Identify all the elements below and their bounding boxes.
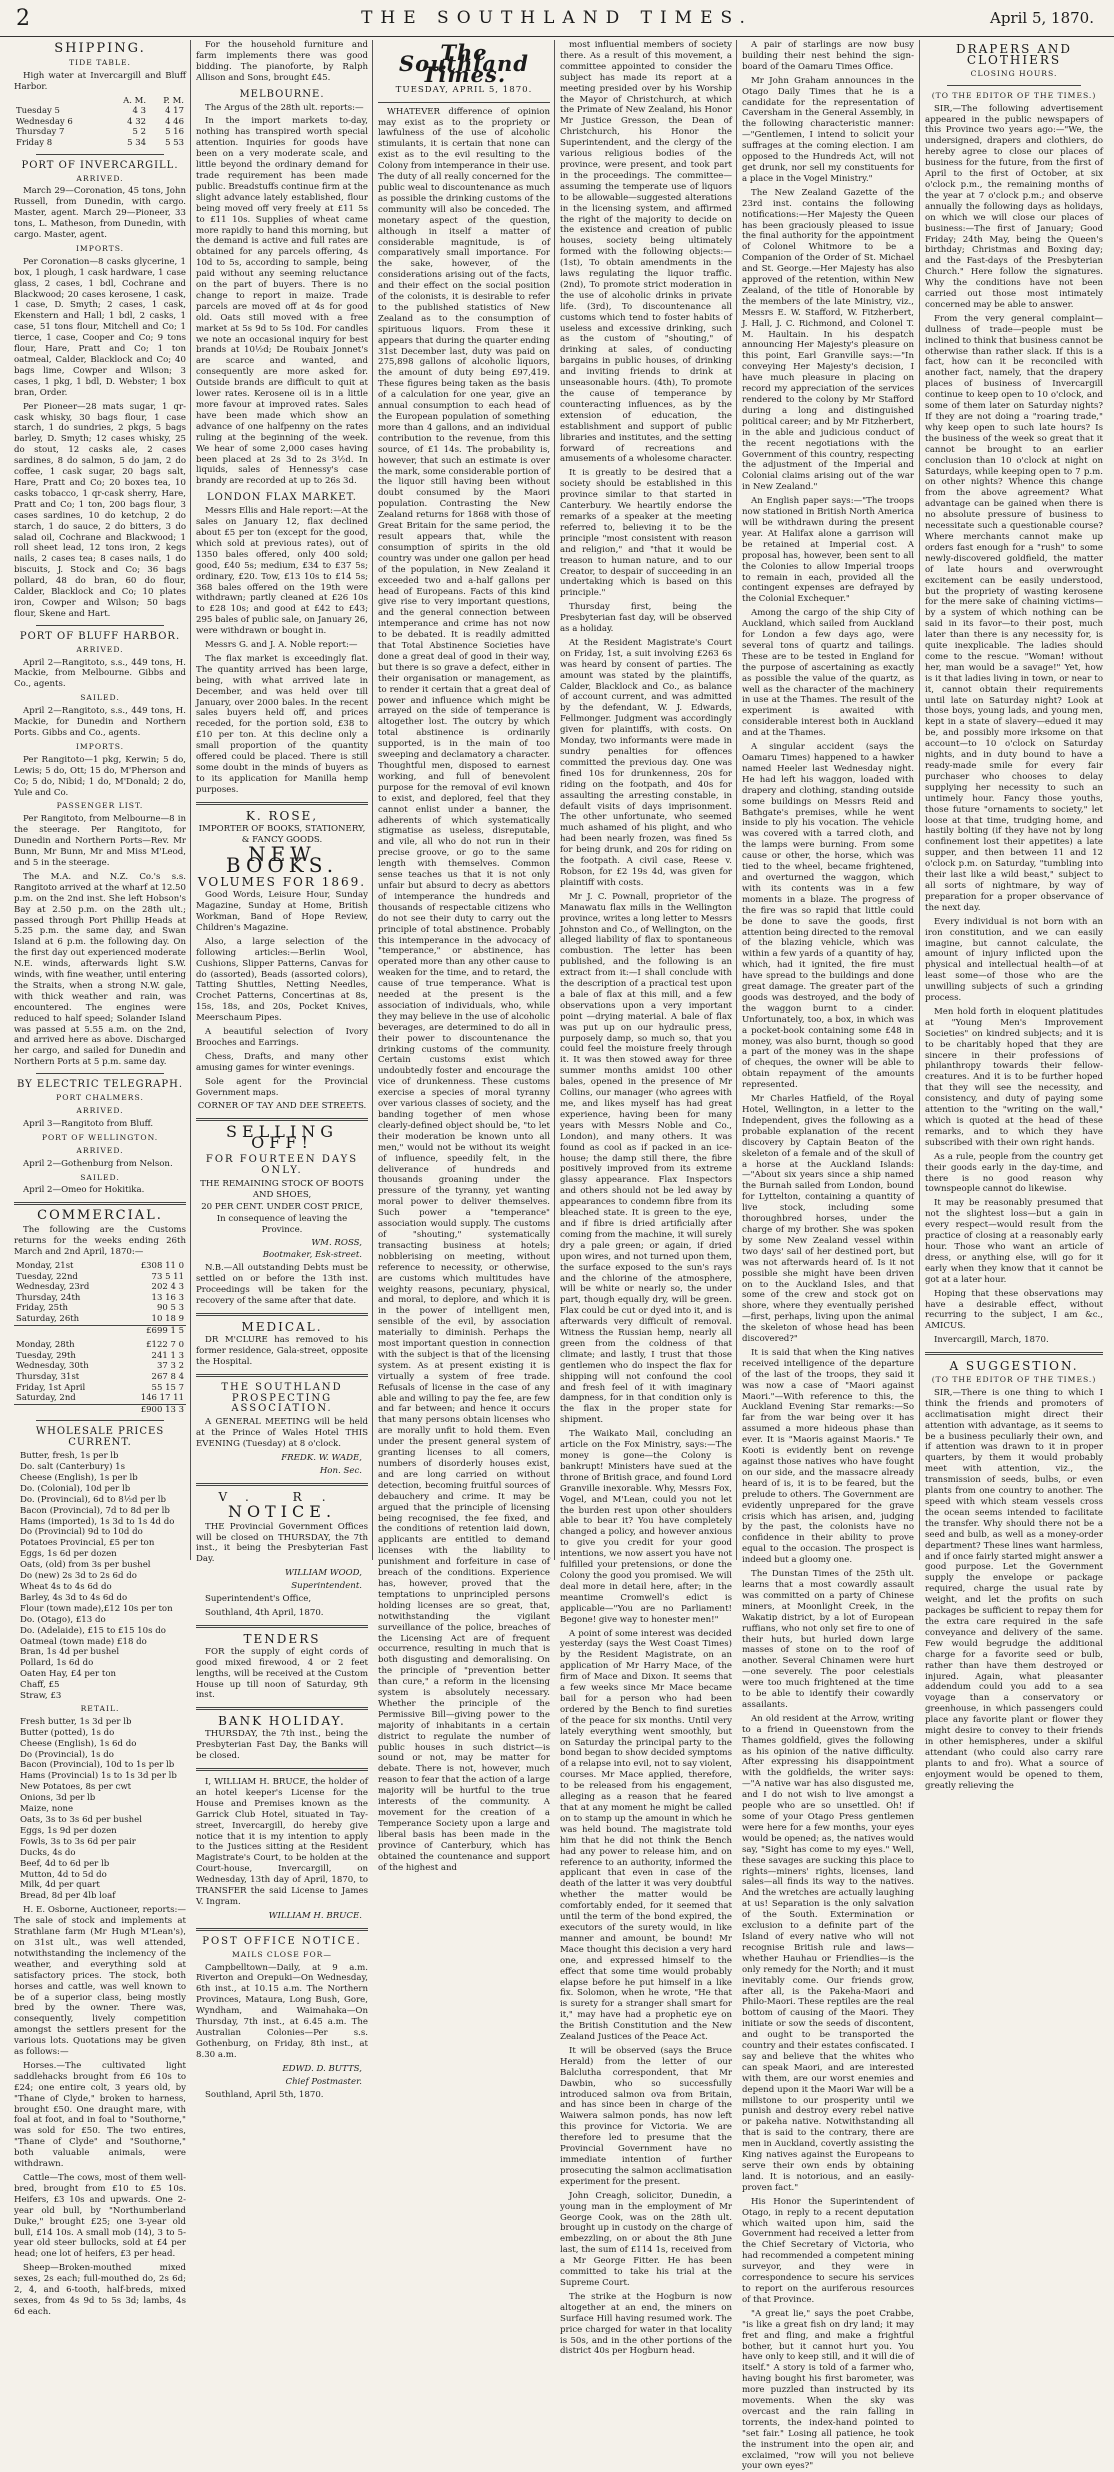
- paragraph: Mr J. C. Pownall, proprietor of the Manawatu flax mills in the Wellington province, writes a long letter to Messrs Johnston and Co., of Wellington, on the alleged liability of flax to spontaneous combustion. The letter has been published, and the following is an extract from it:—I shall conclude with the description of a practical test upon a bale of flax at this mill, and a few observations upon a very important point —drying material. A bale of flax was put up on our hydraulic press, purposely damp, so much so, that you could feel the moisture freely through it. It was then stowed away for three summer months amidst 100 other bales, opened in the presence of Mr Collins, our manager (who agrees with me, and likes myself has had great experience, having been for many years with Messrs Noble and Co., London), and many others. It was found as cool as if packed in an ice-house; the damp still there, the fibre positively improved from its extreme glassy appearance. Flax Inspectors and others should not be led away by appearances to condemn fibre from its bleached state. It is green to the eye, and if fibre is dried artificially after coming from the machine, it will surely dry a pale green; or again, if dried upon wires, and not turned upon them, the surface exposed to the sun's rays and the chlorine of the atmosphere, will be white or nearly so, the under part, though equally dry, will be green. Flax could be cut or dyed into it, and is afterwards very difficult of removal. Witness the Russian hemp, nearly all green from the coldness of that climate; and lastly, I trust that those gentlemen who do inspect the flax for shipping will not confound the cool and fresh feel of it with imaginary dampness, for in that condition only is the flax in the proper state for shipment.: [560, 891, 732, 1426]
- table-cell: Monday, 21st: [16, 1260, 74, 1271]
- signature-title: Bootmaker, Esk-street.: [262, 1250, 362, 1261]
- price-list-item: Do. (Adelaide), £15 to £15 10s do: [20, 1625, 166, 1636]
- price-list-item: Bread, 8d per 4lb loaf: [20, 1891, 116, 1902]
- column-2: [196, 40, 368, 2100]
- table-row: [14, 1372, 186, 1383]
- subsection-title: LONDON FLAX MARKET.: [207, 492, 357, 504]
- paragraph: Thursday first, being the Presbyterian fast day, will be observed as a holiday.: [560, 602, 732, 635]
- wholesale-price-list: [14, 1451, 186, 1702]
- label: PASSENGER LIST.: [56, 801, 144, 811]
- divider: [378, 102, 550, 103]
- table-cell: £900 13 3: [120, 1404, 186, 1415]
- paragraph: April 2—Rangitoto, s.s., 449 tons, H. Mackie, from Melbourne. Gibbs and Co., agents.: [14, 657, 186, 690]
- signature-title: Chief Postmaster.: [285, 2076, 362, 2087]
- paragraph: Men hold forth in eloquent platitudes at "Young Men's Improvement Societies" on kindred subjects; and it is to be charitably hoped that they are sincere in their professions of philanthropy towards their fellow-creatures. And it is to be further hoped that they will see the necessity, and consistency, and duty of paying some attention to the "writing on the wall," which is quoted at the head of these remarks, and to which they have subscribed with their own right hands.: [925, 1006, 1103, 1148]
- price-list-item: Ducks, 4s do: [20, 1847, 76, 1858]
- price-list-item: Maize, none: [20, 1804, 74, 1815]
- table-row: [14, 106, 186, 117]
- paragraph: For the household furniture and farm implements there was good bidding. The pianoforte, by Ralph Allison and Sons, brought £45.: [196, 40, 368, 83]
- price-list-item: Bacon (Provincial), 7d to 8d per lb: [20, 1505, 170, 1516]
- table-cell: 241 1 3: [151, 1350, 184, 1361]
- label: ARRIVED.: [76, 1106, 124, 1115]
- label: IMPORTS.: [75, 741, 125, 751]
- subsection-title: PORT OF INVERCARGILL.: [21, 159, 179, 171]
- advert-line: THE REMAINING STOCK OF BOOTS AND SHOES,: [200, 1179, 364, 1200]
- table-row: [14, 138, 186, 149]
- divider: [196, 1374, 368, 1377]
- price-list-item: Oats, 3s to 3s 6d per bushel: [20, 1815, 143, 1825]
- divider: [196, 1118, 368, 1121]
- label: ARRIVED.: [76, 644, 124, 654]
- section-title-shipping: SHIPPING.: [54, 41, 146, 56]
- price-list-item: Do. salt (Canterbury) 1s: [20, 1462, 126, 1472]
- column-5: [742, 40, 914, 2472]
- table-row: [14, 1272, 186, 1283]
- table-cell: 4 32: [127, 116, 147, 127]
- price-list-item: Pollard, 1s 6d do: [20, 1658, 94, 1669]
- paragraph: It will be observed (says the Bruce Herald) from the letter of our Balclutha correspondent, that Mr Dawbin, who so successfully introduced salmon ova from Britain, and has since been in charge of the Waiwera salmon ponds, has now left this province for Victoria. We are therefore led to presume that the Provincial Government have no immediate intention of further prosecuting the salmon acclimatisation experiment for the present.: [560, 2045, 732, 2187]
- divider: [36, 1073, 164, 1074]
- paragraph: His Honor the Superintendent of Otago, in reply to a recent deputation which waited upon him, said the Government had received a letter from the Chief Secretary of Victoria, who had recommended a competent mining surveyor, and they were in correspondence to secure his services to report on the auriferous resources of that Province.: [742, 2196, 914, 2305]
- paragraph: "A great lie," says the poet Crabbe, "is like a great fish on dry land; it may fret and fling, and make a frightful bother, but it cannot hurt you. You have only to keep still, and it will die of itself." A story is told of a farmer who, having bought his first barometer, was more puzzled than instructed by its movements. When the sky was overcast and the rain falling in torrents, the index-hand pointed to "set fair." Losing all patience, he took the instrument into the open air, and exclaimed, "row will you not believe your own eyes?": [742, 2308, 914, 2472]
- subsection-title: PORT OF BLUFF HARBOR.: [19, 630, 181, 642]
- paragraph: I, WILLIAM H. BRUCE, the holder of an hotel keeper's License for the House and Premises known as the Garrick Club Hotel, situated in Tay-street, Invercargill, do hereby give notice that it is my intention to apply to the Justices sitting at the Resident Magistrate's Court, to be holden at the Court-house, Invercargill, on Wednesday, 13th day of April, 1870, to TRANSFER the said License to James V. Ingram.: [196, 1776, 368, 1907]
- paragraph: FOR the supply of eight cords of good mixed firewood, 4 or 2 feet lengths, will be received at the Custom House up till noon of Saturday, 9th inst.: [196, 1646, 368, 1701]
- table-cell: Wednesday, 23rd: [16, 1282, 90, 1293]
- table-cell: Thursday 7: [16, 127, 65, 138]
- advert-headline: NOTICE.: [227, 1501, 337, 1521]
- price-list-item: Do (Provincial), 1s do: [20, 1749, 114, 1760]
- subsection-title: BY ELECTRIC TELEGRAPH.: [16, 1079, 184, 1091]
- letter-address: (TO THE EDITOR OF THE TIMES.): [931, 1375, 1097, 1385]
- price-list-item: Straw, £3: [20, 1691, 62, 1702]
- paragraph: A beautiful selection of Ivory Brooches and Earrings.: [196, 1027, 368, 1048]
- table-header-cell: A. M.: [123, 95, 147, 106]
- paragraph: Hoping that these observations may have a desirable effect, without recurring to the subject, I am &c., AMICUS.: [925, 1288, 1103, 1332]
- table-cell: Saturday, 2nd: [16, 1393, 76, 1404]
- paragraph: DR M'CLURE has removed to his former residence, Gala-street, opposite the Hospital.: [196, 1334, 368, 1367]
- price-list-item: Potatoes Provincial, £5 per ton: [20, 1538, 155, 1549]
- newspaper-title: THE SOUTHLAND TIMES.: [361, 8, 753, 28]
- price-list-item: Do. (Colonial), 10d per lb: [20, 1483, 131, 1494]
- royal-cipher: V. R.: [218, 1489, 346, 1504]
- paragraph: THE Provincial Government Offices will be closed on THURSDAY, the 7th inst., it being the Presbyterian Fast Day.: [196, 1521, 368, 1565]
- table-row: [14, 117, 186, 128]
- table-cell: Tuesday, 22nd: [16, 1271, 78, 1282]
- price-list-item: Oaten Hay, £4 per ton: [20, 1669, 117, 1680]
- divider: [36, 154, 164, 155]
- advert-headline: SELLING OFF!: [226, 1122, 338, 1153]
- table-total-row: [14, 1404, 186, 1415]
- paragraph: The New Zealand Gazette of the 23rd inst. contains the following notifications:—Her Majesty the Queen has been graciously pleased to issue the final authority for the appointment of Colonel Whitmore to be a Companion of the Order of St. Michael and St. George.—Her Majesty has also approved of the retention, within New Zealand, of the title of Honorable by the members of the late Ministry, viz., Messrs E. W. Stafford, W. Fitzherbert, J. Hall, J. C. Richmond, and Colonel T. M. Haultain. In his despatch announcing Her Majesty's pleasure on this point, Earl Granville says:—"In conveying Her Majesty's decision, I have much pleasure in placing on record my appreciation of the services rendered to the colony by Mr Stafford during a long and distinguished political career; and by Mr Fitzherbert, in the able and judicious conduct of the recent negotiations with the Government of this country, respecting the adjustment of the Imperial and Colonial claims arising out of the war in New Zealand.": [742, 187, 914, 493]
- paragraph: Horses.—The cultivated light saddlehacks brought from £6 10s to £24; one entire colt, 3 years old, by "Thane of Clyde," broken to harness, brought £50. One draught mare, with foal at foot, and in foal to "Southorne," was sold for £50. The two entires, "Thane of Clyde" and "Southorne," both valuable animals, were withdrawn.: [14, 2060, 186, 2170]
- table-cell: £308 11 0: [140, 1260, 184, 1271]
- paragraph: The M.A. and N.Z. Co.'s s.s. Rangitoto arrived at the wharf at 12.50 p.m. on the 2nd inst. She left Hobson's Bay at 2.50 p.m. on the 28th ult.; passed through Port Phillip Heads at 5.25 p.m. the same day, and Swan Island at 6 p.m. the following day. On the first day out experienced moderate N.E. winds, afterwards light S.W. winds, with fine weather, until entering the Straits, when a strong N.W. gale, with thick weather and rain, was encountered. The engines were reduced to half speed; Solander Island was passed at 5.55 a.m. on the 2nd, and arrived here as above. Discharged her cargo, and sailed for Dunedin and Northern Ports at 5 p.m. same day.: [14, 871, 186, 1068]
- issue-date: April 5, 1870.: [990, 9, 1094, 27]
- table-row: [14, 1282, 186, 1293]
- table-cell: Friday, 25th: [16, 1303, 68, 1314]
- paragraph: Cattle—The cows, most of them well-bred, brought from £10 to £5 10s. Heifers, £3 10s and upwards. One 2-year old bull, by "Northumberland Duke," brought £25; one 3-year old bull, £14 10s. A small mob (14), 3 to 5-year old steer bullocks, sold at £4 per head; one lot of heifers, £3 per head.: [14, 2173, 186, 2260]
- table-cell: Wednesday 6: [16, 116, 73, 127]
- paragraph: An English paper says:—"The troops now stationed in British North America will be withdrawn during the present year. At Halifax alone a garrison will be retained at Imperial cost. A proposal has, however, been sent to all the Colonies to allow Imperial troops to remain in each, provided all the contingent expenses are defrayed by the Colonial Exchequer.": [742, 496, 914, 605]
- price-list-item: Cheese (English), 1s 6d do: [20, 1738, 137, 1749]
- paragraph: The Argus of the 28th ult. reports:—: [205, 102, 364, 113]
- signature: WILLIAM H. BRUCE.: [268, 1910, 362, 1921]
- label: ARRIVED.: [76, 1145, 124, 1155]
- paragraph: April 2—Rangitoto, s.s., 449 tons, H. Mackie, for Dunedin and Northern Ports. Gibbs and Co., agents.: [14, 706, 186, 738]
- divider: [947, 85, 1081, 86]
- column-4: [560, 40, 733, 2357]
- column-rule: [736, 40, 737, 1560]
- divider: [36, 1420, 164, 1421]
- price-list-item: Fowls, 3s to 3s 6d per pair: [20, 1836, 136, 1847]
- paragraph: Sole agent for the Provincial Government maps.: [196, 1076, 368, 1098]
- editorial-date: TUESDAY, APRIL 5, 1870.: [395, 84, 533, 95]
- section-title-commercial: COMMERCIAL.: [37, 1208, 163, 1224]
- price-list-item: Wheat 4s to 4s 6d do: [20, 1581, 112, 1592]
- paragraph: Every individual is not born with an iron constitution, and we can easily imagine, but cannot calculate, the amount of injury inflicted upon the physical and intellectual health—of at least some—of those who are the unwilling subjects of such a grinding process.: [925, 916, 1103, 1004]
- paragraph: The Waikato Mail, concluding an article on the Fox Ministry, says:—The money is gone—the Colony is bankrupt! Ministers have sued at the throne of British grace, and found Lord Granville inexorable. Why, Messrs Fox, Vogel, and M'Lean, could you not let the burden rest upon other shoulders able to bear it? You have completely changed a policy, and however anxious to give you credit for your good intentions, we now assert you have not fulfilled your pretensions, or done the Colony the good you promised. We will deal more in detail here, after; in the meantime Cromwell's edict is applicable—"You are no Parliament! Begone! give way to honester men!": [560, 1429, 732, 1625]
- signature: WILLIAM WOOD,: [284, 1568, 362, 1579]
- paragraph: It is greatly to be desired that a society should be established in this province similar to that started in Canterbury. We heartily endorse the remarks of a speaker at the meeting referred to, believing it to be the principle "most consistent with reason and religion," and "that it would be treason to human nature, and to our Creator, to despair of succeeding in an undertaking which is based on this principle.": [560, 468, 732, 599]
- table-row: [14, 1340, 186, 1351]
- divider: [925, 1352, 1103, 1355]
- paragraph: Good Words, Leisure Hour, Sunday Magazine, Sunday at Home, British Workman, Band of Hope Review, Children's Magazine.: [196, 890, 368, 933]
- table-cell: Tuesday 5: [16, 106, 60, 117]
- signature-title: Superintendent.: [291, 1581, 362, 1592]
- paragraph: SIR,—The following advertisement appeared in the public newspapers of this Province two years ago:—"We, the undersigned, drapers and clothiers, do hereby agree to close our places of business for the future, from the first of April to the first of October, at six o'clock p.m., the remaining months of the year at 7 o'clock p.m.; and observe annually the following days as holidays, on which we will close our places of business:—The first of January; Good Friday; 24th May, being the Queen's birthday; Christmas and Boxing day; and the Fast-days of the Presbyterian Church." Here follow the signatures. Why the conditions have not been carried out those most intimately concerned may be able to answer.: [925, 103, 1103, 310]
- table-cell: £699 1 5: [121, 1325, 186, 1336]
- paragraph: April 3—Rangitoto from Bluff.: [23, 1118, 154, 1129]
- paragraph: The Dunstan Times of the 25th ult. learns that a most cowardly assault was committed on a party of Chinese miners, at Moonlight Creek, in the Wakatip district, by a lot of European ruffians, who not only set fire to one of their huts, but hurled down large masses of stone on to the roof of another. Several Chinamen were hurt—one severely. The poor celestials were too much frightened at the time to be able to identify their cowardly assailants.: [742, 1569, 914, 1710]
- advert-heading: FOR FOURTEEN DAYS ONLY.: [205, 1154, 359, 1177]
- paragraph: Mr Charles Hatfield, of the Royal Hotel, Wellington, in a letter to the Independent, gives the following as a probable explanation of the recent discovery by Captain Beaton of the skeleton of a female and of the skull of a horse at the Auckland Islands:—"About six years since a ship named the Burnah sailed from London, bound for Lyttelton, containing a quantity of live stock, including some thoroughbred horses, under the charge of my brother. She was spoken by some New Zealand vessel within two days' sail of her destined port, but was not afterwards heard of. Is it not possible she might have been driven on to the Auckland Isles, and that some of the crew and stock got on shore, where they eventually perished—first, perhaps, living upon the animal the skeleton of whose head has been discovered?": [742, 1094, 914, 1345]
- price-list-item: Onions, 3d per lb: [20, 1793, 96, 1804]
- table-cell: 267 8 4: [151, 1371, 184, 1382]
- price-list-item: Fresh butter, 1s 3d per lb: [20, 1716, 132, 1727]
- paragraph: H. E. Osborne, Auctioneer, reports:—The sale of stock and implements at Strathlane farm (Mr Hugh M'Lean's), on 31st ult., was well attended, notwithstanding the inclemency of the weather, and everything sold at satisfactory prices. The stock, both horses and cattle, was well known to be of a superior class, being mostly bred by the owner. There was, consequently, lively competition amongst the settlers present for the various lots. Quotations may be given as follows:—: [14, 1905, 186, 2058]
- advert-heading: TENDERS: [243, 1631, 321, 1646]
- table-cell: Thursday, 31st: [16, 1371, 80, 1382]
- price-list-item: Bran, 1s 4d per bushel: [20, 1647, 120, 1658]
- price-list-item: Do. (Otago), £13 do: [20, 1614, 106, 1625]
- divider: [36, 625, 164, 626]
- paragraph: Campbelltown—Daily, at 9 a.m. Riverton and Orepuki—On Wednesday, 6th inst., at 10.15 a.m. The Northern Provinces, Mataura, Long Bush, Gore, Wyndham, and Waimahaka—On Thursday, 7th inst., at 6.45 a.m. The Australian Colonies—Per s.s. Gothenburg, on Friday, 8th inst., at 8.30 a.m.: [196, 1962, 368, 2060]
- paragraph: The flax market is exceedingly flat. The quantity arrived has been large, being, with what arrived late in December, and was held over till January, over 2000 bales. In the recent sales buyers held off, and prices receded, for the portion sold, £38 to £10 per ton. At this decline only a small proportion of the quantity offered could be placed. There is still some doubt in the minds of buyers as to its application for Manilla hemp purposes.: [196, 653, 368, 795]
- page-number: 2: [16, 6, 30, 31]
- label: ARRIVED.: [76, 173, 124, 183]
- table-header-row: [14, 96, 186, 107]
- table-cell: Friday 8: [16, 138, 53, 148]
- advert-line: IMPORTER OF BOOKS, STATIONERY, & FANCY GOODS.: [198, 823, 366, 845]
- signature: WM. ROSS,: [311, 1237, 362, 1248]
- price-list-item: Eggs, 1s 9d per dozen: [20, 1825, 117, 1836]
- paragraph: A singular accident (says the Oamaru Times) happened to a hawker named Heeler last Wednesday night. He had left his waggon, loaded with drapery and clothing, standing outside some buildings on Messrs Reid and Bathgate's premises, while he went inside to ply his vocation. The vehicle was covered with a tarred cloth, and the lamps were burning. From some cause or other, the horse, which was tied to the wheel, became frightened, and overturned the waggon, which with its contents was in a few moments in a blaze. The progress of the fire was so rapid that little could be done to save the goods, first attention being directed to the removal of the blazing vehicle, which was within a few yards of a quantity of hay, which, had it ignited, the fire must have spread to the buildings and done great damage. The greater part of the goods was destroyed, and the body of the waggon burnt to a cinder. Unfortunately, too, a box, in which was a pocket-book containing some £48 in money, was also burnt, though so good a part of the money was in the shape of cheques, the owner will be able to obtain repayment of the amounts represented.: [742, 742, 914, 1091]
- table-cell: £122 7 0: [146, 1340, 184, 1351]
- table-row: [14, 1383, 186, 1394]
- customs-table-week-1: [14, 1261, 186, 1336]
- paragraph: Southland, April 5th, 1870.: [205, 2089, 324, 2100]
- advert-heading: MEDICAL.: [241, 1319, 323, 1334]
- table-cell: 146 17 11: [140, 1393, 184, 1404]
- paragraph: The strike at the Hogburn is now altogether at an end, the miners on Surface Hill having resumed work. The price charged for water in that locality is 50s, and in the other portions of the district 40s per Hogburn head.: [560, 2291, 732, 2357]
- paragraph: It is said that when the King natives received intelligence of the departure of the last of the troops, they said it was now a case of "Maori against Maori."—With reference to this, the Auckland Evening Star remarks:—So far from the war being over it has assumed a more hideous phase than ever. It is "Maoris against Maoris." Te Kooti is evidently bent on revenge against those natives who have fought on our side, and the massacre already heard of is, it is to be feared, but the prelude to others. The Government are evidently unprepared for the grave crisis which has arisen, and, judging by the past, the colonists have no confidence in their ability to prove equal to the occasion. The prospect is indeed but a gloomy one.: [742, 1347, 914, 1566]
- letter-title: DRAPERS AND CLOTHIERS: [955, 42, 1072, 67]
- label: PORT OF WELLINGTON.: [41, 1132, 159, 1142]
- table-cell: Saturday, 26th: [16, 1313, 80, 1324]
- label: SAILED.: [80, 1172, 120, 1182]
- paragraph: John Creagh, solicitor, Dunedin, a young man in the employment of Mr George Cook, was on the 28th ult. brought up in custody on the charge of embezzling, on or about the 8th June last, the sum of £114 1s, received from a Mr George Fitter. He has been committed to take his trial at the Supreme Court.: [560, 2190, 732, 2288]
- letter-address: (TO THE EDITOR OF THE TIMES.): [931, 90, 1097, 100]
- paragraph: April 2—Gothenburg from Nelson.: [23, 1158, 173, 1169]
- signature: FREDK. W. WADE,: [281, 1453, 362, 1464]
- price-list-item: Butter, fresh, 1s per lb: [20, 1451, 119, 1462]
- table-cell: 5 2: [132, 127, 147, 138]
- paragraph: In the import markets to-day, nothing has transpired worth special attention. Inquiries for goods have been on a very moderate scale, and little beyond the ordinary demand for trade requirement has been made public. Breadstuffs continue firm at the slight advance lately established, flour being moved off very freely at £11 5s to £11 10s. Supplies of wheat came more rapidly to hand this morning, but the demand is active and full rates are obtained for any parcels offering, 4s 10d to 5s, according to sample, being paid without any seeming reluctance on the part of buyers. There is no change to report in maize. Trade parcels are moved off at 4s for good old. Oats still moved with a free market at 5s 9d to 5s 10d. For candles we note an occasional inquiry for best brands at 10½d; De Roubaix Jonnet's are scarce and wanted, and consequently are more asked for. Outside brands are difficult to quit at lower rates. Kerosene oil is in a little more favour at improved rates. Sales have been made which show an advance of one halfpenny on the rates ruling at the beginning of the week. We hear of some 2,000 cases having been placed at 2s 3d to 2s 3½d. In liquids, sales of Hennessy's case brandy are recorded at up to 26s 3d.: [196, 116, 368, 487]
- divider: [14, 1202, 186, 1205]
- paragraph: Superintendent's Office,: [205, 1594, 312, 1605]
- price-list-item: New Potatoes, 8s per cwt: [20, 1782, 132, 1793]
- label: IMPORTS.: [75, 243, 125, 253]
- paragraph: A point of some interest was decided yesterday (says the West Coast Times) by the Resident Magistrate, on an application of Mr Harry Mace, of the firm of Mace and Dixon. It seems that a few weeks since Mr Mace became bail for a person who had been ordered by the Bench to find sureties of the peace for six months. Until very lately everything went smoothly, but on Saturday the principal party to the bond began to show decided symptoms of a relapse into evil, not to say violent, courses. Mr Mace applied, therefore, to be released from his engagement, alleging as a reason that he feared that at any moment he might be called on to stamp up the amount in which he was held bound. The magistrate told him that he did not think the Bench had any power to release him, and on reference to an authority, informed the applicant that even in case of the death of the latter it was very doubtful whether the matter would be comfortably ended, for it seemed that until the term of the bond expired, the executors of the surety would, in like manner and amount, be bound! Mr Mace thought this decision a very hard one, and expressed himself to the effect that some time would probably elapse before he put himself in a like fix. Solomon, when he wrote, "He that is surety for a stranger shall smart for it," may have had a prophetic eye on the British Constitution and the New Zealand Justices of the Peace Act.: [560, 1628, 732, 2043]
- table-cell: Tuesday, 29th: [16, 1350, 76, 1361]
- subsection-title: TIDE TABLE.: [69, 57, 131, 67]
- advert-line: In consequence of leaving the Province.: [216, 1213, 348, 1235]
- paragraph: THURSDAY, the 7th inst., being the Presbyterian Fast Day, the Banks will be closed.: [196, 1729, 368, 1762]
- paragraph: Messrs Ellis and Hale report:—At the sales on January 12, flax declined about £5 per ton (except for the good, which sold at previous rates), out of 1350 bales offered, only 400 sold; good, £40 5s; medium, £34 to £37 5s; ordinary, £20. Tow, £13 10s to £14 5s; 368 bales offered on the 19th were withdrawn; partly cleaned at £26 10s to £28 10s; and good at £42 to £43; 295 bales of public sale, on January 26, were withdrawn or bought in.: [196, 506, 368, 637]
- table-cell: 5 53: [165, 138, 184, 148]
- table-row: [14, 1303, 186, 1314]
- table-header-cell: P. M.: [163, 95, 184, 106]
- signature: EDWD. D. BUTTS,: [282, 2063, 362, 2074]
- advert-heading: K. ROSE,: [245, 808, 319, 823]
- advert-heading: VOLUMES FOR 1869.: [197, 875, 367, 890]
- column-3: [378, 40, 550, 1873]
- price-list-item: Chaff, £5: [20, 1680, 60, 1691]
- table-cell: 37 3 2: [156, 1361, 184, 1372]
- paragraph: The following are the Customs returns for the weeks ending 26th March and 2nd April, 1870:—: [14, 1225, 186, 1258]
- price-list-item: Flour (town made),£12 10s per ton: [20, 1603, 173, 1614]
- table-cell: Monday, 28th: [16, 1340, 75, 1351]
- paragraph: Invercargill, March, 1870.: [934, 1335, 1049, 1346]
- tide-table: [14, 96, 186, 149]
- divider: [196, 1313, 368, 1316]
- divider: [196, 1483, 368, 1486]
- column-rule: [372, 40, 373, 1560]
- paragraph: Per Rangitoto—1 pkg, Kerwin; 5 do, Lewis; 5 do, Ott; 15 do, M'Pherson and Co; 5 do, Nibid; 1 do, M'Donald; 2 do, Yule and Co.: [14, 754, 186, 798]
- column-rule: [190, 40, 191, 1560]
- paragraph: From the very general complaint—dullness of trade—people must be inclined to think that business cannot be otherwise than rather slack. If this is a fact, how can it be reconciled with another fact, namely, that the drapery places of business of Invercargill continue to keep open to 10 o'clock, and some of them later on Saturday nights? If they are not doing a "roaring trade," why keep open to such late hours? Is the business of the week so great that it cannot be brought to an earlier conclusion than 10 o'clock at night on Saturdays, while keeping open to 7 p.m. on other nights? Whence this change from the above agreement? What advantage can be gained when there is no absolute pressure of business to necessitate such a questionable course? Where merchants cannot make up orders fast enough for a "rush" to some newly-discovered goldfield, the matter of late hours and overwrought excitement can be easily understood, but the propriety of wasting kerosene for the mere sake of chaining victims—by a system of which nothing can be said in its favor—to their post, much later than there is any necessity for, is quite inexplicable. The ladies should come to the rescue. "Woman! without her, man would be a savage!" Yet, how is it that ladies living in town, or near to it, cannot obtain their requirements until late on Saturday night? Look at those boys, young lads, and young men, kept in a state of slavery—edued it may be, and possibly more irksome on that account—to 10 o'clock on Saturday nights, and in duty bound to have a ready-made smile for every fair purchaser who chooses to delay supplying her necessity to such an untimely hour. Fancy those youths, those future "ornaments to society," let loose at that time, trudging home, and hastily bolting (if they have not by long confinement lost their appetites) a late supper, and then between 11 and 12 o'clock p.m. on Saturday, "tumbling into their last like a wild beast," subject to all sorts of nightmare, by way of preparation for a proper observance of the next day.: [925, 313, 1103, 913]
- table-cell: 73 5 11: [151, 1271, 184, 1282]
- subsection-title: MELBOURNE.: [239, 88, 325, 100]
- price-list-item: Eggs, 1s 6d per dozen: [20, 1549, 117, 1560]
- table-row: [14, 1361, 186, 1372]
- column-6: [925, 40, 1103, 1791]
- paragraph: April 2—Omeo for Hokitika.: [23, 1185, 145, 1196]
- table-row: [14, 1351, 186, 1362]
- letter-subtitle: CLOSING HOURS.: [970, 68, 1058, 78]
- table-row: [14, 1314, 186, 1325]
- divider: [196, 802, 368, 805]
- masthead: [0, 0, 1114, 37]
- table-row: [14, 1393, 186, 1404]
- newspaper-nameplate: The Southland Times.: [399, 40, 529, 87]
- paragraph: March 29—Coronation, 45 tons, John Russell, from Dunedin, with cargo. Master, agent. March 29—Pioneer, 33 tons, L. Matheson, from Dunedin, with cargo. Master, agent.: [14, 186, 186, 241]
- table-cell: 10 18 9: [151, 1313, 184, 1324]
- table-cell: 4 17: [165, 106, 184, 117]
- column-1: [14, 40, 186, 2317]
- divider: [196, 1768, 368, 1771]
- paragraph: A GENERAL MEETING will be held at the Prince of Wales Hotel THIS EVENING (Tuesday) at 8 o'clock.: [196, 1417, 368, 1450]
- price-list-item: Do (new) 2s 3d to 2s 6d do: [20, 1571, 137, 1582]
- table-cell: 5 16: [165, 127, 184, 138]
- advert-heading: POST OFFICE NOTICE.: [202, 1935, 362, 1947]
- price-list-item: Barley, 4s 3d to 4s 6d do: [20, 1592, 128, 1603]
- price-list-item: Do. (Provincial), 6d to 8½d per lb: [20, 1494, 166, 1505]
- table-cell: 4 46: [165, 116, 184, 127]
- price-list-item: Oatmeal (town made) £18 do: [20, 1636, 147, 1647]
- price-list-item: Milk, 4d per quart: [20, 1880, 100, 1891]
- table-row: [14, 127, 186, 138]
- paragraph: Mr John Graham announces in the Otago Daily Times that he is a candidate for the representation of Caversham in the General Assembly, in the following characteristic manner:—"Gentlemen, I intend to solicit your suffrages at the coming election. I am opposed to the Hundreds Act, will not get drunk, nor sell my constituents for a place in the Vogel Ministry.": [742, 75, 914, 184]
- table-header-cell: [14, 96, 107, 107]
- price-list-item: Butter (potted), 1s do: [20, 1727, 115, 1738]
- table-cell: 202 4 3: [151, 1282, 184, 1293]
- paragraph: Per Rangitoto, from Melbourne—8 in the steerage. Per Rangitoto, for Dunedin and Northern Ports—Rev. Mr Bunn, Mr Bunn, Mr and Miss M'Leod, and 5 in the steerage.: [14, 814, 186, 868]
- paragraph: Sheep—Broken-mouthed mixed sexes, 2s each; full-mouthed do, 2s 6d; 2, 4, and 6-tooth, half-breds, mixed sexes, from 4s 9d to 5s 3d; lambs, 4s 6d each.: [14, 2263, 186, 2317]
- price-list-item: Hams (Provincial) 1s to 1s 3d per lb: [20, 1771, 177, 1782]
- customs-table-week-2: [14, 1340, 186, 1415]
- table-cell: Wednesday, 30th: [16, 1361, 89, 1372]
- table-cell: Friday, 1st April: [16, 1382, 86, 1393]
- paragraph: SIR,—There is one thing to which I think the friends and promoters of acclimatisation might direct their attention with advantage, as it seems to be a business peculiarly their own, and if attention was drawn to it in proper quarters, by them it would probably meet with attention, viz., the transmission of seeds, bulbs, or even plants from one country to another. The speed with which steam vessels cross the ocean seems intended to facilitate the transfer. Why should there not be a seed and bulb, as well as a money-order department? These lines want harmless, and if once fairly started might answer a good purpose. Let the Government supply the envelope or package required, charge the usual rate by weight, and let the profits on such packages be sufficient to repay them for the extra care required in the safe conveyance and delivery of the same. Few would begrudge the additional charge for a favorite seed or bulb, rather than have them destroyed or injured. Again, what pleasanter addendum could you add to a sea voyage than a conservatory or greenhouse, in which passengers could place any favorite plant or flower they might desire to convey to their friends in other hemispheres, under a skilful attendant (who could also carry rare plants to and fro). What a source of enjoyment would be opened to them, greatly relieving the: [925, 1387, 1103, 1791]
- column-rule: [554, 40, 555, 1560]
- signature-title: Hon. Sec.: [319, 1465, 362, 1476]
- divider: [196, 1625, 368, 1628]
- paragraph: As a rule, people from the country get their goods early in the day-time, and there is no good reason why townspeople cannot do likewise.: [925, 1151, 1103, 1195]
- paragraph: Among the cargo of the ship City of Auckland, which sailed from Auckland for London a few days ago, were several tons of quartz and tailings. These are to be tested in England for the purpose of ascertaining as exactly as possible the value of the quartz, as well as the character of the machinery in use at the Thames. The result of the experiment is awaited with considerable interest both in Auckland and at the Thames.: [742, 608, 914, 739]
- advert-line: CORNER OF TAY AND DEE STREETS.: [197, 1101, 367, 1112]
- price-list-item: Cheese (English), 1s per lb: [20, 1472, 138, 1483]
- label: MAILS CLOSE FOR—: [232, 1949, 332, 1959]
- table-cell: 13 16 3: [151, 1292, 184, 1303]
- tide-intro: High water at Invercargill and Bluff Harbor.: [14, 70, 186, 92]
- table-cell: 90 5 3: [156, 1303, 184, 1314]
- table-row: [14, 1293, 186, 1304]
- paragraph: Also, a large selection of the following articles:—Berlin Wool, Cushions, Slipper Patterns, Canvas for do (assorted), Beads (assorted colors), Tatting Shuttles, Netting Needles, Crochet Patterns, Concertinas at 8s, 15s, 18s, and 20s, Pocket Knives, Meerschaum Pipes.: [196, 936, 368, 1024]
- price-list-item: Hams (imported), 1s 3d to 1s 4d do: [20, 1516, 175, 1527]
- label: PORT CHALMERS.: [56, 1093, 144, 1103]
- label: RETAIL.: [80, 1703, 120, 1713]
- paragraph: At the Resident Magistrate's Court on Friday, 1st, a suit involving £263 6s was heard by consent of parties. The amount was stated by the plaintiffs, Calder, Blacklock and Co., as balance of account current, and was admitted by the defendant, W. J. Edwards, Fellmonger. Judgment was accordingly given for plaintiffs, with costs. On Monday, two informants were made in sundry penalties for offences committed the previous day. One was fined 10s for drunkenness, 20s for riding on the footpath, and 40s for assaulting the arresting constable, in default visits of days imprisonment. The other unfortunate, who seemed much ashamed of his plight, and who had been nearly frozen, was fined 5s for being drunk, and 20s for riding on the footpath. A civil case, Reese v. Robson, for £2 19s 4d, was given for plaintiff with costs.: [560, 637, 732, 888]
- table-row: [14, 1261, 186, 1272]
- advert-heading: THE SOUTHLAND PROSPECTING ASSOCIATION.: [221, 1381, 343, 1415]
- divider: [196, 1707, 368, 1710]
- advert-line: 20 PER CENT. UNDER COST PRICE,: [201, 1201, 363, 1212]
- paragraph: A pair of starlings are now busy building their nest behind the sign-board of the Oamaru Times Office.: [742, 40, 914, 72]
- table-cell: 55 15 7: [151, 1382, 184, 1393]
- paragraph: Southland, 4th April, 1870.: [205, 1608, 324, 1618]
- subsection-title: WHOLESALE PRICES CURRENT.: [35, 1426, 165, 1449]
- column-rule: [919, 40, 920, 1560]
- paragraph: Per Coronation—8 casks glycerine, 1 box, 1 plough, 1 cask hardware, 1 case glass, 2 cases, 1 bdl, Cochrane and Blackwood; 20 cases kerosene, 1 cask, 1 case, D. Smyth; 2 cases, 1 cask, Ekenstern and Hall; 1 bdl, 2 casks, 1 case, 51 tons flour, Mitchell and Co; 1 tierce, 1 case, Cooper and Co; 9 tons flour, Hare, Pratt and Co; 1 ton oatmeal, Calder, Blacklock and Co; 40 bags lime, Cowper and Wilson; 3 cases, 1 pkg, 1 bdl, D. Webster; 1 box bran, Order.: [14, 256, 186, 398]
- paragraph: Chess, Drafts, and many other amusing games for winter evenings.: [196, 1051, 368, 1073]
- advert-heading: BANK HOLIDAY.: [218, 1714, 346, 1729]
- label: SAILED.: [80, 693, 120, 703]
- retail-price-list: [14, 1717, 186, 1902]
- table-cell: Thursday, 24th: [16, 1292, 81, 1303]
- paragraph: Messrs G. and J. A. Noble report:—: [205, 640, 358, 651]
- advert-headline: NEW BOOKS.: [225, 842, 339, 878]
- editorial-paragraph: WHATEVER difference of opinion may exist as to the propriety or lawfulness of the use of alcoholic stimulants, it is certain that none can exist as to the evil resulting to the Colony from intemperance in their use. The duty of all really concerned for the public weal to discountenance as much as possible the drinking customs of the community will also be conceded. The monetary aspect of the question, although in itself a matter of considerable magnitude, is of comparatively small importance. For the sake, however, of the considerations arising out of the facts, and their effect on the social position of the colonists, it is desirable to refer to the published statistics of New Zealand as to the consumption of spirituous liquors. From these it appears that during the quarter ending 31st December last, duty was paid on 275,898 gallons of alcoholic liquors, the amount of duty being £97,419. These figures being taken as the basis of a calculation for one year, give an annual consumption to each head of the European population of something more than 4 gallons, and an individual contribution to the revenue, from this source, of £1 14s. The probability is, however, that such an estimate is over the mark, some considerable portion of the liquor still having been without doubt consumed by the Maori population. Contrasting the New Zealand returns for 1868 with those of Great Britain for the same period, the result appears that, while the consumption of spirits in the old country was under one gallon per head of the population, in New Zealand it exceeded two and a-half gallons per head of Europeans. Facts of this kind give rise to very important questions, and the general connection between intemperance and crime has not now to be debated. It is readily admitted that Total Abstinence Societies have done a great deal of good in their way, but there is so grave a defect, either in their organisation or management, as to render it certain that a great deal of power and influence which might be arrayed on the side of temperance is altogether lost. The outcry by which total abstinence is ordinarily supported, is in the main of too sweeping and declamatory a character. Thoughtful men, disposed to earnest working, and full of benevolent purpose for the removal of evil known to exist, and deplored, feel that they cannot enlist under a banner, the adherents of which systematically stigmatise as useless, disreputable, and vile, all who do not run in their precise groove, or go to the same length with themselves. Common sense teaches us that it is not only unfair but absurd to decry as abettors of intemperance the hundreds and thousands of respectable citizens who do not see their duty to carry out the principle of total abstinence. Probably this intemperance in the advocacy of "temperance," or abstinence, has operated more than any other cause to weaken for the time, and to retard, the cause of true temperance. What is needed at the present is the association of individuals, who, while they may believe in the use of alcoholic beverages, are determined to do all in their power to discountenance the drinking customs of the community. Certain customs exist which undoubtedly foster and encourage the vice of drunkenness. These customs exercise a species of moral tyranny over various classes of society, and the banding together of men whose clearly-defined object should be, "to let their moderation be known unto all men," would not be without its weight of influence, speedily felt, in the deliverance of hundreds and thousands groaning under the pressure of the tyranny, yet wanting moral power to deliver themselves. Such power a "temperance" association would supply. The customs of "shouting," systematically transacting business at hotels; nobblerising on meeting, without reference to necessity, or otherwise, are customs which multitudes have weighty reasons, pecuniary, physical, and moral, to deplore, and which it is in the power of intelligent men, sensible of the evil, by association materially to diminish. Perhaps the most important question in connection with the subject is that of the licensing system. As at present existing it is virtually a system of free trade. Refusals of license in the case of any able and willing to pay the fee, are few and far between; and hence it occurs that many persons obtain licenses who are morally unfit to hold them. Even under the present general system of granting licenses to all comers, numbers of disorderly houses exist, and are long carried on without detection, becoming fruitful sources of debauchery and crime. It may be argued that the principle of licensing being recognised, the fee fixed, and the conditions of retention laid down, applicants are entitled to demand licenses with the liability to punishment and forfeiture in case of breach of the conditions. Experience has, however, proved that the temptations to unprincipled persons holding licenses are so great, that, notwithstanding the vigilant surveillance of the police, breaches of the Licensing Act are of frequent occurrence, resulting in much that is both disgusting and demoralising. On the principle of "prevention better than cure," a reform in the licensing system is absolutely necessary. Whether the principle of the Permissive Bill—giving power to the majority of inhabitants in a certain district to regulate the number of public houses in such district—is sound or not, may be matter for debate. There is not, however, much reason to fear that the action of a large majority will be hurtful to the true interests of the community. A movement for the creation of a Temperance Society upon a large and liberal basis has been made in the province of Canterbury, which has obtained the countenance and support of the highest and: [378, 106, 550, 1873]
- price-list-item: Mutton, 4d to 5d do: [20, 1869, 107, 1880]
- letter-title: A SUGGESTION.: [949, 1359, 1079, 1374]
- paragraph: most influential members of society there. As a result of this movement, a committee appointed to consider the subject has made its report at a meeting presided over by his Worship the Mayor of Christchurch, at which the Primate of New Zealand, his Honor Mr Justice Gresson, the Dean of Christchurch, his Honor the Superintendent, and the clergy of the various religious bodies of the province, were present, and took part in the proceedings. The committee—assuming the temperate use of liquors to be allowable—suggested alterations in the licensing system, and affirmed the right of the majority to decide on the existence and creation of public houses, society being ultimately formed with the following objects:—(1st), To obtain amendments in the laws regulating the liquor traffic. (2nd), To promote strict moderation in the use of alcoholic drinks in private life. (3rd), To discountenance all customs which tend to foster habits of useless and excessive drinking, such as the custom of "shouting," of drinking at sales, of conducting bargains in public houses, of drinking and inviting friends to drink at unseasonable hours. (4th), To promote the cause of temperance by counteracting influences, as by the extension of education, the establishment and support of public libraries and institutes, and the setting forward of recreations and amusements of a wholesome character.: [560, 40, 733, 465]
- price-list-item: Beef, 4d to 6d per lb: [20, 1858, 110, 1869]
- divider: [196, 1928, 368, 1931]
- price-list-item: Bacon (Provincial), 10d to 1s per lb: [20, 1760, 175, 1771]
- price-list-item: Do (Provincial) 9d to 10d do: [20, 1527, 143, 1538]
- paragraph: Per Pioneer—28 mats sugar, 1 qr-cask whisky, 30 bags flour, 1 case starch, 1 do sundries, 2 pkgs, 5 bags barley, D. Smyth; 12 cases whisky, 25 do stout, 12 casks ale, 2 cases sardines, 8 do salmon, 5 do jam, 2 do coffee, 1 cask sugar, 20 bags salt, Hare, Pratt and Co; 20 boxes tea, 10 casks tobacco, 1 qr-cask sherry, Hare, Pratt and Co; 1 ton, 200 bags flour, 3 cases sardines, 10 do ketchup, 2 do starch, 1 do sauce, 2 do bitters, 3 do salad oil, Cochrane and Blackwood; 1 roll sheet lead, 12 tons iron, 2 kegs nails, 2 cases tea; 8 cases nails, 1 do biscuits, J. Stock and Co; 36 bags pollard, 48 do bran, 60 do flour, Calder, Blacklock and Co; 10 plates iron, Cowper and Wilson; 50 bags flour, Skene and Hart.: [14, 401, 186, 619]
- table-cell: 5 34: [127, 138, 147, 148]
- price-list-item: Oats, (old) from 3s per bushel: [20, 1560, 151, 1571]
- paragraph: It may be reasonably presumed that not the slightest loss—but a gain in every respect—would result from the practice of closing at a reasonably early hour. Those who want an article of dress, or anything else, will go for it early when they know that it cannot be got at a later hour.: [925, 1198, 1103, 1285]
- table-total-row: [14, 1325, 186, 1336]
- paragraph: N.B.—All outstanding Debts must be settled on or before the 13th inst. Proceedings will be taken for the recovery of the same after that date.: [196, 1263, 368, 1307]
- table-cell: 4 3: [132, 106, 147, 117]
- paragraph: An old resident at the Arrow, writing to a friend in Queenstown from the Thames goldfield, gives the following as his opinion of the native difficulty. After expressing his disappointment with the goldfields, the writer says:—"A native war has also disgusted me, and I do not wish to live amongst a people who are so unsettled. Oh! if some of your Otago Press gentlemen were here for a few months, your eyes would be opened; as, the natives would say, "Sight has come to my eyes." Well, these savages are sucking this place to rights—miners' rights, licenses, land sales—all finds its way to the natives. And the wretches are actually laughing at us! Separation is the only salvation of the South. Extermination or exclusion to a definite part of the Island of every native who will not recognise British rule and laws—whether Hauhau or Friendlies—is the only remedy for the North; and it must inevitably come. Our friends grow, after all, is the Pakeha-Maori and Philo-Maori. These reptiles are the real bottom of causing of the Maori. They initiate or sow the seeds of discontent, and ought to be transported the country and their estates confiscated. I say and believe that the whites who can speak Maori, and are interested with them, are our worst enemies and depend upon it the Maori War will be a millstone to our prosperity until we punish and destroy every rebel native or pakeha native. Notwithstanding all that is said to the contrary, there are men in Auckland, covertly assisting the King natives against the Europeans to serve their own ends by obtaining land. It is notorious, and an easily-proven fact.": [742, 1713, 914, 2193]
